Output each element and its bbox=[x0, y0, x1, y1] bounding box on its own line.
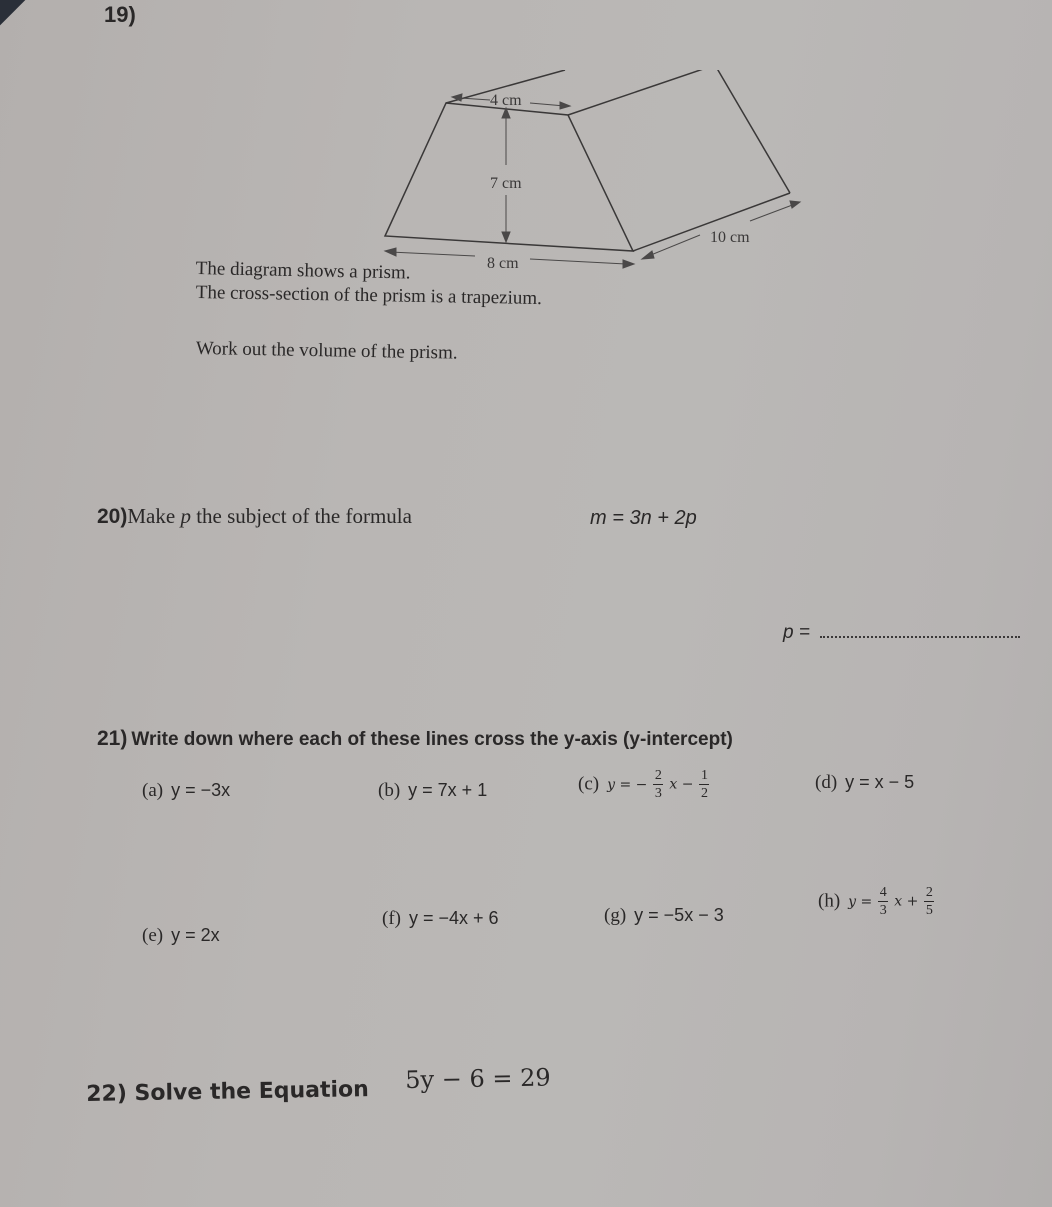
part-label: (d) bbox=[815, 772, 838, 793]
q20-answer-line[interactable] bbox=[783, 622, 1020, 644]
part-label: (h) bbox=[818, 890, 841, 912]
q20-formula: m = 3n + 2p bbox=[590, 507, 697, 529]
part-equation: y = x − 5 bbox=[845, 772, 915, 792]
label-height-7cm: 7 cm bbox=[490, 175, 522, 192]
label-length-10cm: 10 cm bbox=[710, 229, 750, 246]
q21-part-g bbox=[604, 905, 724, 927]
q21-part-d bbox=[815, 772, 914, 794]
part-label: (g) bbox=[604, 905, 627, 926]
q21-part-c bbox=[578, 768, 711, 801]
part-equation-mid: x − bbox=[669, 776, 694, 793]
part-equation: y = 7x + 1 bbox=[408, 780, 488, 800]
part-label: (e) bbox=[142, 925, 164, 946]
part-label: (f) bbox=[382, 908, 401, 929]
fraction bbox=[878, 885, 888, 918]
part-equation: y = −3x bbox=[171, 780, 231, 800]
q20-prompt-pre: Make bbox=[127, 504, 181, 528]
q22-equation: 5y − 6 = 29 bbox=[405, 1063, 551, 1094]
numerator: 1 bbox=[700, 768, 708, 783]
part-equation: y = −4x + 6 bbox=[408, 908, 499, 928]
denominator: 2 bbox=[700, 786, 708, 801]
denominator: 5 bbox=[925, 903, 933, 918]
part-equation: y = 2x bbox=[171, 925, 220, 945]
denominator: 3 bbox=[654, 786, 662, 801]
q20-prompt-post: the subject of the formula bbox=[190, 504, 412, 528]
page-edge-shadow bbox=[0, 0, 30, 30]
q20-number: 20) bbox=[97, 505, 128, 528]
part-equation-pre: y = bbox=[848, 893, 873, 910]
q21-prompt bbox=[97, 727, 733, 751]
label-top-4cm: 4 cm bbox=[490, 92, 522, 109]
q19-line2: The cross-section of the prism is a trapezium. bbox=[195, 282, 543, 310]
part-label: (b) bbox=[378, 780, 401, 801]
q21-prompt-text: Write down where each of these lines cross the y-axis (y-intercept) bbox=[131, 729, 733, 750]
denominator: 3 bbox=[879, 903, 887, 918]
q19-instruction: Work out the volume of the prism. bbox=[195, 338, 458, 364]
numerator: 2 bbox=[925, 885, 933, 900]
q21-part-b bbox=[378, 780, 487, 802]
q20-prompt-var: p bbox=[180, 504, 191, 528]
numerator: 4 bbox=[879, 885, 887, 900]
q20-prompt bbox=[97, 504, 412, 529]
q19-line1: The diagram shows a prism. bbox=[195, 258, 411, 284]
fraction bbox=[699, 768, 709, 801]
q22-prompt bbox=[86, 1077, 369, 1107]
q21-part-h bbox=[818, 885, 936, 918]
part-equation-pre: y = − bbox=[607, 776, 648, 793]
part-label: (c) bbox=[578, 773, 600, 795]
label-bottom-8cm: 8 cm bbox=[487, 255, 519, 272]
q20-answer-label: p = bbox=[783, 622, 810, 643]
q21-part-f bbox=[382, 908, 499, 930]
q21-part-e bbox=[142, 925, 220, 947]
answer-dotted-line[interactable] bbox=[820, 634, 1020, 638]
prism-diagram bbox=[370, 70, 820, 280]
q22-number: 22) bbox=[86, 1081, 128, 1107]
q19-number: 19) bbox=[104, 2, 136, 27]
q21-part-a bbox=[142, 780, 230, 802]
numerator: 2 bbox=[654, 768, 662, 783]
q22-prompt-text: Solve the Equation bbox=[134, 1077, 370, 1107]
q21-number: 21) bbox=[97, 727, 128, 750]
part-equation: y = −5x − 3 bbox=[634, 905, 724, 925]
part-label: (a) bbox=[142, 780, 164, 801]
fraction bbox=[653, 768, 663, 801]
fraction bbox=[924, 885, 934, 918]
part-equation-mid: x + bbox=[894, 893, 919, 910]
